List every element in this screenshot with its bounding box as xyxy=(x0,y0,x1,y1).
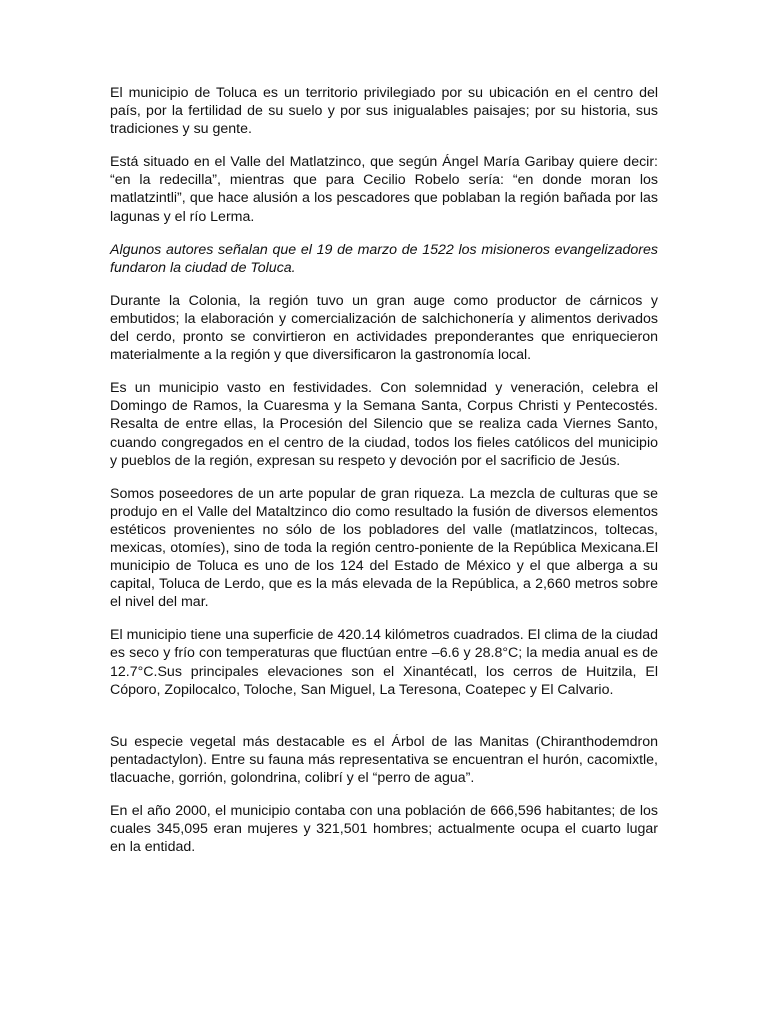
paragraph-flora-fauna: Su especie vegetal más destacable es el Árbol de las Manitas (Chiranthodemdron pentadactylon). Entre su fauna más representativa se encuentran el hurón, cacomixtle, tlacuache, gorrión, golondrina, colibrí y el “perro de agua”. xyxy=(110,733,658,786)
document-page xyxy=(110,84,658,871)
paragraph-location: Está situado en el Valle del Matlatzinco, que según Ángel María Garibay quiere decir: “en la redecilla”, mientras que para Cecilio Robelo sería: “en donde moran los matlatzintli”, que hace alusión a los pescadores que poblaban la región bañada por las lagunas y el río Lerma. xyxy=(110,154,658,225)
paragraph-intro: El municipio de Toluca es un territorio privilegiado por su ubicación en el centro del país, por la fertilidad de su suelo y por sus inigualables paisajes; por su historia, sus tradiciones y su gente. xyxy=(110,85,658,138)
paragraph-population: En el año 2000, el municipio contaba con una población de 666,596 habitantes; de los cuales 345,095 eran mujeres y 321,501 hombres; actualmente ocupa el cuarto lugar en la entidad. xyxy=(110,803,658,856)
paragraph-founding: Algunos autores señalan que el 19 de marzo de 1522 los misioneros evangelizadores fundaron la ciudad de Toluca. xyxy=(110,241,658,276)
paragraph-colonia: Durante la Colonia, la región tuvo un gran auge como productor de cárnicos y embutidos; la elaboración y comercialización de salchichonería y alimentos derivados del cerdo, pronto se convirtieron en actividades preponderantes que enriquecieron materialmente a la región y que diversificaron la gastronomía local. xyxy=(110,292,658,364)
paragraph-festivities: Es un municipio vasto en festividades. Con solemnidad y veneración, celebra el Domingo de Ramos, la Cuaresma y la Semana Santa, Corpus Christi y Pentecostés. Resalta de entre ellas, la Procesión del Silencio que se realiza cada Viernes Santo, cuando congregados en el centro de la ciudad, todos los fieles católicos del municipio y pueblos de la región, expresan su respeto y devoción por el sacrificio de Jesús. xyxy=(110,380,658,469)
paragraph-popular-art: Somos poseedores de un arte popular de gran riqueza. La mezcla de culturas que se produjo en el Valle del Mataltzinco dio como resultado la fusión de diversos elementos estéticos provenientes no sólo de los pobladores del valle (matlatzincos, toltecas, mexicas, otomíes), sino de toda la región centro-poniente de la República Mexicana.El municipio de Toluca es uno de los 124 del Estado de México y el que alberga a su capital, Toluca de Lerdo, que es la más elevada de la República, a 2,660 metros sobre el nivel del mar. xyxy=(110,485,658,611)
paragraph-geography: El municipio tiene una superficie de 420.14 kilómetros cuadrados. El clima de la ciudad es seco y frío con temperaturas que fluctúan entre –6.6 y 28.8°C; la media anual es de 12.7°C.Sus principales elevaciones son el Xinantécatl, los cerros de Huitzila, El Cóporo, Zopilocalco, Toloche, San Miguel, La Teresona, Coatepec y El Calvario. xyxy=(110,627,658,698)
